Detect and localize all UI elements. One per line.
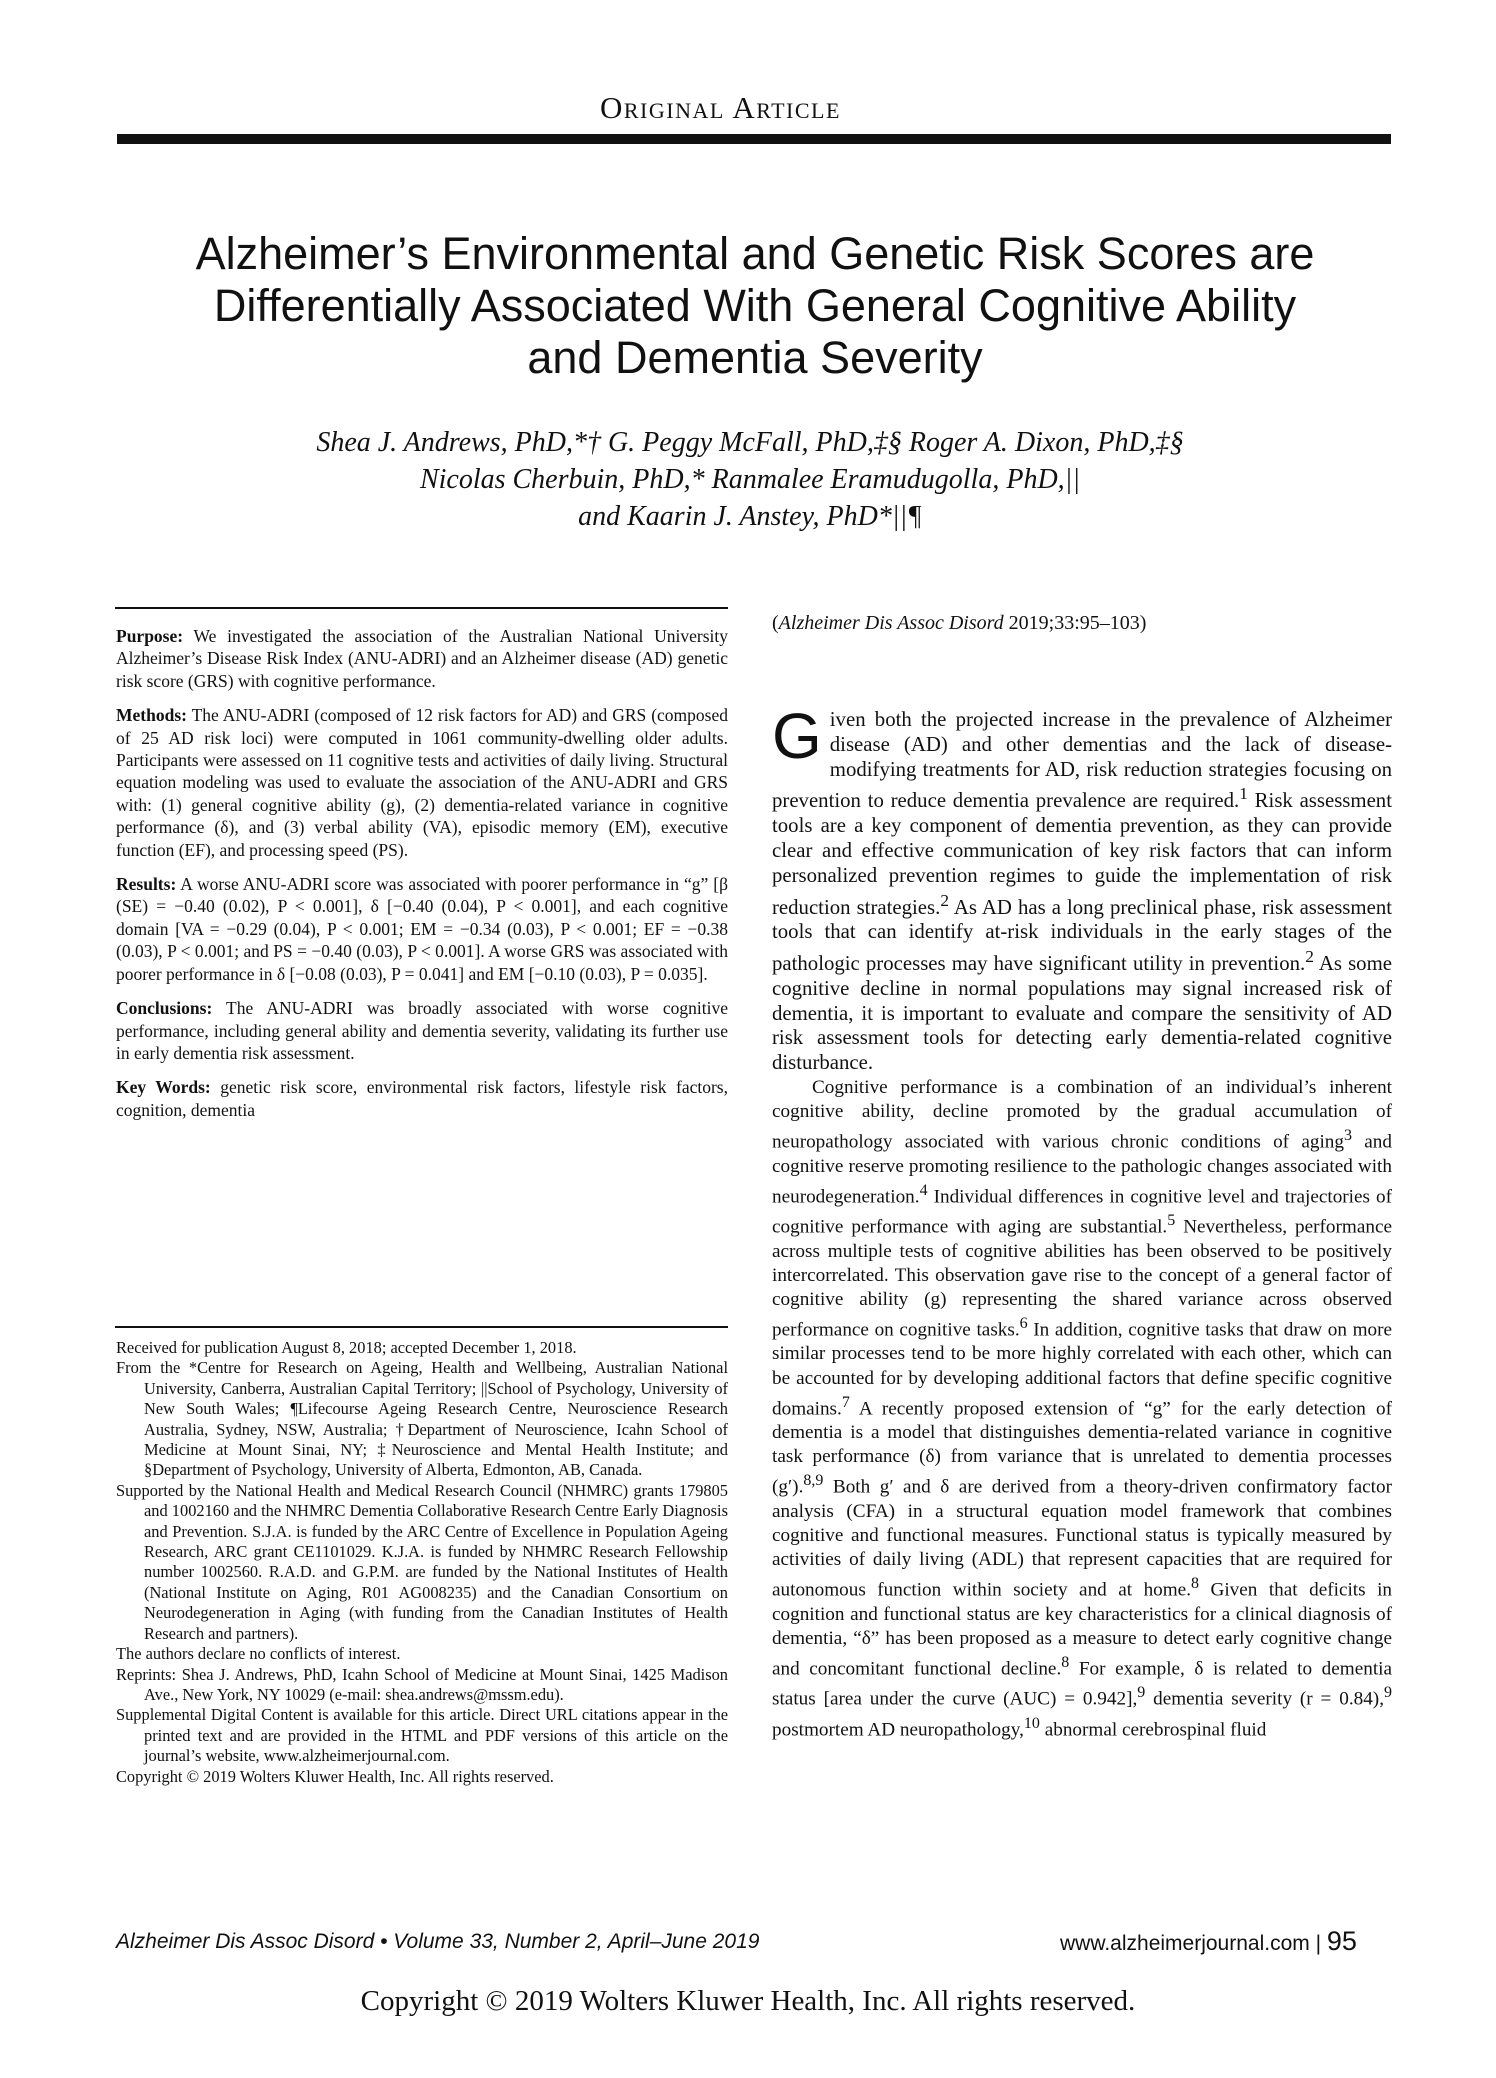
body-text: dementia severity (r = 0.84),	[1145, 1688, 1384, 1710]
reference-link[interactable]: 9	[1137, 1684, 1146, 1702]
page-number: 95	[1326, 1926, 1357, 1956]
drop-cap: G	[772, 700, 822, 772]
journal-website-link[interactable]: www.alzheimerjournal.com |	[1060, 1932, 1327, 1955]
title-line: Alzheimer’s Environmental and Genetic Risk Scores are	[195, 228, 1315, 279]
abstract-rule	[115, 607, 728, 609]
footer-journal-info: Alzheimer Dis Assoc Disord • Volume 33, Number 2, April–June 2019	[116, 1930, 760, 1953]
reference-link[interactable]: 8	[1191, 1575, 1199, 1593]
abstract-results	[116, 873, 728, 985]
abstract-keywords	[116, 1076, 728, 1121]
author-line: and Kaarin J. Anstey, PhD*||¶	[578, 501, 922, 532]
copyright-notice: Copyright © 2019 Wolters Kluwer Health, Inc. All rights reserved.	[360, 1985, 1136, 2017]
footer-url	[1060, 1926, 1357, 1957]
citation-open: (	[772, 612, 779, 634]
body-text: In addition, cognitive tasks that draw on more similar processes tend to be more highly correlated with each other, which can be accounted for by developing additional factors that define specific cognitive domains.	[772, 1319, 1392, 1419]
body-text: Both g′ and δ are derived from a theory-driven confirmatory factor analysis (CFA) in a structural equation model framework that combines cognitive and functional measures. Functional status is typically measured by activities of daily living (ADL) that represent capacities that are required for autonomous function within society and at home.	[772, 1476, 1392, 1601]
citation-journal: Alzheimer Dis Assoc Disord	[778, 612, 1004, 634]
abstract-text: We investigated the association of the Australian National University Alzheimer’s Disease Risk Index (ANU-ADRI) and an Alzheimer disease (AD) genetic risk score (GRS) with cognitive performance.	[116, 626, 728, 691]
body-text: and cognitive reserve promoting resilience to the pathologic changes associated with neurodegeneration.	[772, 1131, 1392, 1208]
reference-link[interactable]: 8	[1061, 1653, 1070, 1671]
section-rule	[117, 134, 1391, 144]
body-text: Risk assessment tools are a key component of dementia prevention, as they can provide clear and effective communication of key risk factors that can inform personalized prevention regimes to guide the implementation of risk reduction strategies.	[772, 789, 1392, 919]
body-paragraph	[772, 1076, 1392, 1742]
title-line: and Dementia Severity	[527, 332, 983, 383]
reference-link[interactable]: 6	[1019, 1314, 1028, 1332]
abstract-label: Key Words:	[116, 1077, 211, 1098]
abstract-text: A worse ANU-ADRI score was associated with poorer performance in “g” [β (SE) = −0.40 (0.02), P < 0.001], δ [−0.40 (0.04), P < 0.001], and each cognitive domain [VA = −0.29 (0.04), P < 0.001; EM = −0.34 (0.03), P < 0.001; EF = −0.38 (0.03), P < 0.001; and PS = −0.40 (0.03), P < 0.001]. A worse GRS was associated with poorer performance in δ [−0.08 (0.03), P = 0.041] and EM [−0.10 (0.03), P = 0.035].	[116, 874, 728, 984]
footnote-conflicts: The authors declare no conflicts of interest.	[116, 1644, 401, 1664]
reference-link[interactable]: 1	[1239, 784, 1248, 804]
abstract-label: Methods:	[116, 705, 187, 726]
footnote-reprints: Reprints: Shea J. Andrews, PhD, Icahn School of Medicine at Mount Sinai, 1425 Madison Ave., New York, NY 10029 (e-mail: shea.andrews@mssm.edu).	[116, 1664, 728, 1704]
section-label: Original Article	[600, 90, 841, 125]
author-list	[150, 424, 1350, 535]
body-text: As AD has a long preclinical phase, risk assessment tools that can identify at-risk individuals in the early stages of the pathologic processes may have significant utility in prevention.	[772, 895, 1392, 975]
abstract-text: The ANU-ADRI (composed of 12 risk factors for AD) and GRS (composed of 25 AD risk loci) were computed in 1061 community-dwelling older adults. Participants were assessed on 11 cognitive tests and activities of daily living. Structural equation modeling was used to evaluate the association of the ANU-ADRI and GRS with: (1) general cognitive ability (g), (2) dementia-related variance in cognitive performance (δ), and (3) verbal ability (VA), episodic memory (EM), executive function (EF), and processing speed (PS).	[116, 705, 728, 860]
footnote-copyright: Copyright © 2019 Wolters Kluwer Health, Inc. All rights reserved.	[116, 1766, 554, 1786]
body-text: Given that deficits in cognition and functional status are key characteristics for a clinical diagnosis of dementia, “δ” has been proposed as a measure to detect early cognitive change and concomitant functional decline.	[772, 1579, 1392, 1680]
abstract-label: Conclusions:	[116, 998, 213, 1019]
footnote-affiliations: From the *Centre for Research on Ageing, Health and Wellbeing, Australian National University, Canberra, Australian Capital Territory; ||School of Psychology, University of New South Wales; ¶Lifecourse Ageing Research Centre, Neuroscience Research Australia, Sydney, NSW, Australia; †Department of Neuroscience, Icahn School of Medicine at Mount Sinai, NY; ‡Neuroscience and Mental Health Institute; and §Department of Psychology, University of Alberta, Edmonton, AB, Canada.	[116, 1358, 728, 1480]
reference-link[interactable]: 10	[1023, 1714, 1040, 1732]
footnote-support: Supported by the National Health and Medical Research Council (NHMRC) grants 179805 and 1002160 and the NHMRC Dementia Collaborative Research Centre Early Diagnosis and Prevention. S.J.A. is funded by the ARC Centre of Excellence in Population Ageing Research, ARC grant CE1101029. K.J.A. is funded by NHMRC Research Fellowship number 1002560. R.A.D. and G.P.M. are funded by the National Institutes of Health (National Institute on Aging, R01 AG008235) and the Canadian Consortium on Neurodegeneration in Aging (with funding from the Canadian Institutes of Health Research and partners).	[116, 1480, 728, 1643]
body-text: As some cognitive decline in normal populations may signal increased risk of dementia, it is important to evaluate and compare the sensitivity of AD risk assessment tools for detecting early dementia-related cognitive disturbance.	[772, 951, 1392, 1075]
body-text: abnormal cerebrospinal fluid	[1039, 1719, 1267, 1741]
reference-link[interactable]: 8,9	[803, 1472, 824, 1490]
abstract-methods	[116, 704, 728, 861]
body-text: Cognitive performance is a combination of an individual’s inherent cognitive ability, decline promoted by the gradual accumulation of neuropathology associated with various chronic conditions of aging	[772, 1076, 1392, 1153]
abstract-text: genetic risk score, environmental risk factors, lifestyle risk factors, cognition, dementia	[116, 1077, 728, 1120]
abstract-label: Results:	[116, 874, 177, 895]
body-text: Nevertheless, performance across multiple tests of cognitive abilities has been observed to be positively intercorrelated. This observation gave rise to the concept of a general factor of cognitive ability (g) representing the shared variance across observed performance on cognitive tasks.	[772, 1216, 1392, 1341]
author-line: Shea J. Andrews, PhD,*† G. Peggy McFall, PhD,‡§ Roger A. Dixon, PhD,‡§	[316, 427, 1184, 458]
footnotes-rule	[115, 1326, 728, 1328]
body-text: A recently proposed extension of “g” for the early detection of dementia is a model that distinguishes dementia-related variance in cognitive task performance (δ) from variance that is unrelated to dementia processes (g′).	[772, 1398, 1392, 1498]
footnote-received: Received for publication August 8, 2018; accepted December 1, 2018.	[116, 1338, 577, 1357]
author-line: Nicolas Cherbuin, PhD,* Ranmalee Eramudugolla, PhD,||	[419, 464, 1081, 495]
reference-link[interactable]: 2	[1305, 947, 1314, 967]
abstract	[116, 625, 728, 1133]
reference-link[interactable]: 2	[940, 890, 949, 910]
article-title	[100, 228, 1410, 384]
body-text: postmortem AD neuropathology,	[772, 1719, 1024, 1741]
body-text: Individual differences in cognitive level and trajectories of cognitive performance with aging are substantial.	[772, 1186, 1392, 1238]
body-paragraph	[772, 700, 1392, 1076]
body-text: For example, δ is related to dementia status [area under the curve (AUC) = 0.942],	[772, 1658, 1393, 1710]
footnote-supplemental: Supplemental Digital Content is available for this article. Direct URL citations appear in the printed text and are provided in the HTML and PDF versions of this article on the journal’s website, www.alzheimerjournal.com.	[116, 1705, 728, 1766]
reference-link[interactable]: 4	[919, 1181, 928, 1199]
reference-link[interactable]: 5	[1167, 1212, 1176, 1230]
reference-link[interactable]: 3	[1344, 1127, 1352, 1145]
journal-citation	[772, 610, 1392, 636]
abstract-conclusions	[116, 997, 728, 1064]
abstract-purpose	[116, 625, 728, 692]
body-column	[772, 700, 1393, 1742]
body-text: iven both the projected increase in the prevalence of Alzheimer disease (AD) and other dementias and the lack of disease-modifying treatments for AD, risk reduction strategies focusing on prevention to reduce dementia prevalence are required.	[772, 708, 1392, 813]
footnotes	[116, 1338, 728, 1787]
title-line: Differentially Associated With General Cognitive Ability	[213, 280, 1297, 331]
abstract-text: The ANU-ADRI was broadly associated with worse cognitive performance, including general ability and dementia severity, validating its further use in early dementia risk assessment.	[116, 998, 728, 1063]
reference-link[interactable]: 7	[841, 1393, 850, 1411]
abstract-label: Purpose:	[116, 626, 184, 646]
reference-link[interactable]: 9	[1384, 1684, 1392, 1702]
citation-details: 2019;33:95–103)	[1003, 612, 1147, 634]
